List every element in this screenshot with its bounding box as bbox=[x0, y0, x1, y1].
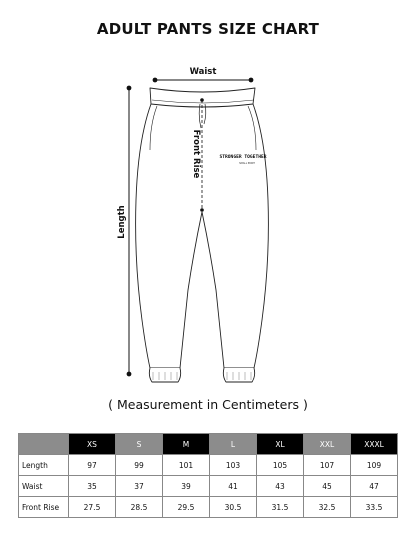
measurement-note: ( Measurement in Centimeters ) bbox=[108, 397, 308, 412]
brand-text: STRONGER TOGETHER bbox=[219, 155, 267, 160]
table-row bbox=[19, 455, 398, 476]
table-cell: 109 bbox=[351, 455, 398, 476]
table-cell: 45 bbox=[304, 476, 351, 497]
row-label: Waist bbox=[19, 476, 69, 497]
brand-subtext: SMALL PRINT bbox=[239, 162, 255, 165]
table-cell: 41 bbox=[210, 476, 257, 497]
size-header: XXXL bbox=[351, 434, 398, 455]
table-cell: 29.5 bbox=[163, 497, 210, 518]
table-corner-cell bbox=[19, 434, 69, 455]
table-cell: 43 bbox=[257, 476, 304, 497]
front-rise-dimension bbox=[191, 98, 204, 212]
table-cell: 99 bbox=[116, 455, 163, 476]
waist-label: Waist bbox=[189, 67, 217, 77]
size-table bbox=[18, 433, 398, 518]
size-header: M bbox=[163, 434, 210, 455]
size-header: XXL bbox=[304, 434, 351, 455]
table-cell: 30.5 bbox=[210, 497, 257, 518]
size-header: L bbox=[210, 434, 257, 455]
table-cell: 39 bbox=[163, 476, 210, 497]
waist-dimension bbox=[153, 67, 254, 82]
table-cell: 27.5 bbox=[69, 497, 116, 518]
table-cell: 47 bbox=[351, 476, 398, 497]
table-cell: 97 bbox=[69, 455, 116, 476]
table-cell: 35 bbox=[69, 476, 116, 497]
page-title: ADULT PANTS SIZE CHART bbox=[96, 20, 320, 38]
length-label: Length bbox=[117, 205, 127, 239]
table-cell: 32.5 bbox=[304, 497, 351, 518]
table-cell: 107 bbox=[304, 455, 351, 476]
table-row bbox=[19, 476, 398, 497]
size-header: XL bbox=[257, 434, 304, 455]
table-cell: 33.5 bbox=[351, 497, 398, 518]
row-label: Length bbox=[19, 455, 69, 476]
brand-print bbox=[219, 154, 266, 165]
row-label: Front Rise bbox=[19, 497, 69, 518]
length-dimension bbox=[117, 86, 131, 377]
table-cell: 28.5 bbox=[116, 497, 163, 518]
table-cell: 31.5 bbox=[257, 497, 304, 518]
table-cell: 103 bbox=[210, 455, 257, 476]
size-header: XS bbox=[69, 434, 116, 455]
size-header: S bbox=[116, 434, 163, 455]
table-row bbox=[19, 497, 398, 518]
table-cell: 101 bbox=[163, 455, 210, 476]
table-cell: 105 bbox=[257, 455, 304, 476]
table-header-row bbox=[19, 434, 398, 455]
front-rise-label: Front Rise bbox=[191, 129, 201, 179]
table-cell: 37 bbox=[116, 476, 163, 497]
